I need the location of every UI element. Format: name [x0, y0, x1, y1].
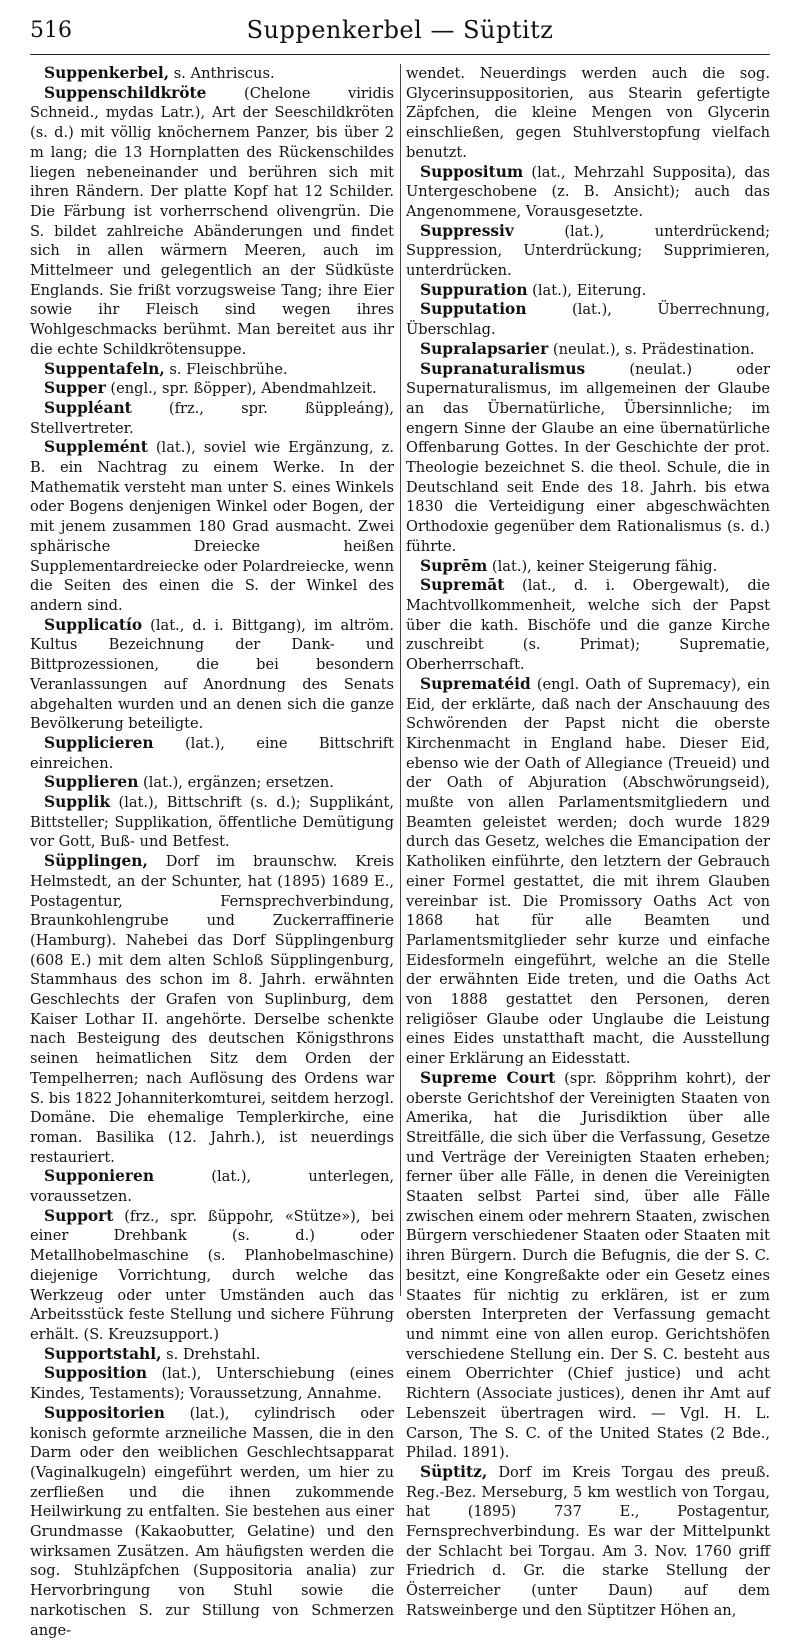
entry-headword: Supplieren	[44, 773, 139, 792]
entry-text: (lat.), soviel wie Ergänzung, z. B. ein Nachtrag zu einem Werke. In der Mathematik versteht man unter S. eines Winkels oder Bogens denjenigen Winkel oder Bogen, der mit jenem zusammen 180 Grad ausmacht. Zwei sphärische Dreiecke heißen Supplementardreiecke oder Polardreiecke, wenn die Seiten des einen die S. der Winkel des andern sind.	[30, 439, 394, 614]
dictionary-entry	[30, 438, 394, 615]
dictionary-entry	[30, 379, 394, 399]
entry-headword: Suppléant	[44, 398, 132, 417]
running-head: Suppenkerbel — Süptitz	[246, 16, 554, 44]
entry-headword: Supportstahl,	[44, 1344, 162, 1363]
entry-text: (frz., spr. ßüppohr, «Stütze»), bei einer Drehbank (s. d.) oder Metallhobelmaschine (s. Planhobelmaschine) diejenige Vorrichtung, durch welche das Werkzeug oder unter Umständen auch das Arbeitsstück feste Stellung und sichere Führung erhält. (S. Kreuzsupport.)	[30, 1207, 394, 1343]
entry-text: (lat., d. i. Obergewalt), die Machtvollkommenheit, welche sich der Papst über die kath. Bischöfe und die ganze Kirche zuschreibt (s. Primat); Suprematie, Oberherrschaft.	[406, 577, 770, 674]
dictionary-entry	[406, 557, 770, 577]
entry-text: (engl. Oath of Supremacy), ein Eid, der erklärte, daß nach der Anschauung des Schwörenden der Papst nicht die oberste Kirchenmacht in England habe. Dieser Eid, ebenso wie der Oath of Allegiance (Treueid) und der Oath of Abjuration (Abschwörungseid), mußte von allen Parlamentsmitgliedern und Beamten geleistet werden; doch wurde 1829 durch das Gesetz, welches die Emancipation der Katholiken einführte, den letztern der Gebrauch einer Formel gestattet, die mit ihrem Glauben vereinbar ist. Die Promissory Oaths Act von 1868 hat für alle Beamten und Parlamentsmitglieder sehr kurze und einfache Eidesformeln eingeführt, welche an die Stelle der erwähnten Eide treten, und die Oaths Act von 1888 gestattet den Personen, deren religiöser Glaube oder Unglaube die Leistung eines Eides unstatthaft macht, die Ausstellung einer Erklärung an Eidesstatt.	[406, 675, 770, 1068]
entry-headword: Suppressiv	[420, 221, 514, 240]
dictionary-entry	[406, 300, 770, 339]
entry-text: wendet. Neuerdings werden auch die sog. Glycerinsuppositorien, aus Stearin gefertigte Zäpfchen, die kleine Mengen von Glycerin einschließen, gegen Stuhlverstopfung vielfach benutzt.	[406, 65, 770, 161]
entry-text: (lat., Mehrzahl Supposita), das Untergeschobene (z. B. Ansicht); auch das Angenommene, Vorausgesetzte.	[406, 163, 770, 220]
dictionary-entry	[406, 675, 770, 1069]
dictionary-entry	[30, 1207, 394, 1345]
entry-headword: Suprēm	[420, 556, 488, 575]
entry-headword: Supranaturalismus	[420, 359, 586, 378]
entry-headword: Suppositum	[420, 162, 524, 181]
entry-text: (lat.), Eiterung.	[527, 281, 647, 299]
entry-text: (engl., spr. ßöpper), Abendmahlzeit.	[105, 380, 377, 398]
entry-text: (lat.), ergänzen; ersetzen.	[138, 774, 334, 792]
entry-headword: Süpplingen,	[44, 852, 148, 871]
entry-text: (lat.), unterdrückend; Suppression, Unterdrückung; Supprimieren, unterdrücken.	[406, 222, 770, 280]
dictionary-entry	[30, 616, 394, 734]
entry-text: Dorf im Kreis Torgau des preuß. Reg.-Bez. Merseburg, 5 km westlich von Torgau, hat (1895) 737 E., Postagentur, Fernsprechverbindung. Es war der Mittelpunkt der Schlacht bei Torgau. Am 3. Nov. 1760 griff Friedrich d. Gr. die starke Stellung der Österreicher (unter Daun) auf dem Ratsweinberge und den Süptitzer Höhen an,	[406, 1463, 770, 1619]
dictionary-entry	[30, 64, 394, 84]
left-column	[30, 64, 394, 1640]
entry-text: (lat.), Bittschrift (s. d.); Supplikánt, Bittsteller; Supplikation, öffentliche Demütigung vor Gott, Buß- und Betfest.	[30, 794, 394, 851]
dictionary-entry	[406, 1069, 770, 1463]
dictionary-entry	[406, 163, 770, 222]
text-columns	[30, 64, 770, 1639]
entry-headword: Supplemént	[44, 438, 148, 457]
dictionary-entry	[30, 360, 394, 380]
entry-headword: Supreme Court	[420, 1068, 556, 1087]
entry-text: s. Fleischbrühe.	[164, 360, 288, 378]
entry-headword: Support	[44, 1206, 114, 1225]
entry-headword: Supper	[44, 379, 106, 398]
entry-text: (lat.), Unterschiebung (eines Kindes, Testaments); Voraussetzung, Annahme.	[30, 1365, 394, 1403]
entry-headword: Suppentafeln,	[44, 359, 165, 378]
dictionary-entry	[30, 399, 394, 438]
right-column	[406, 64, 770, 1640]
entry-text: s. Drehstahl.	[161, 1345, 261, 1363]
entry-headword: Supralapsarier	[420, 339, 549, 358]
dictionary-entry	[30, 734, 394, 773]
dictionary-entry	[30, 84, 394, 360]
entry-text: (lat.), cylindrisch oder konisch geformte arzneiliche Massen, die in den Darm oder den weiblichen Geschlechtsapparat (Vaginalkugeln) eingeführt werden, um hier zu zerfließen und die ihnen zukommende Heilwirkung zu entfalten. Sie bestehen aus einer Grundmasse (Kakaobutter, Gelatine) und den wirksamen Zusätzen. Am häufigsten werden die sog. Stuhlzäpfchen (Suppositoria analia) zur Hervorbringung von Stuhl sowie die narkotischen S. zur Stillung von Schmerzen ange-	[30, 1404, 394, 1639]
dictionary-entry	[30, 1404, 394, 1640]
dictionary-entry	[406, 340, 770, 360]
page-number: 516	[30, 18, 72, 43]
entry-text: (spr. ßöpprihm kohrt), der oberste Gerichtshof der Vereinigten Staaten von Amerika, hat die Jurisdiktion über alle Streitfälle, die sich über die Verfassung, Gesetze und Verträge der Vereinigten Staaten erheben; ferner über alle Fälle, in denen die Vereinigten Staaten selbst Partei sind, über alle Fälle zwischen einem oder mehrern Staaten, zwischen Bürgern verschiedener Staaten oder Staaten mit ihren Bürgern. Durch die Befugnis, die der S. C. besitzt, eine Kongreßakte oder ein Gesetz eines Staates für nichtig zu erklären, ist er zum obersten Interpreten der Verfassung gemacht und nimmt eine von allen europ. Gerichtshöfen verschiedene Stellung ein. Der S. C. besteht aus einem Oberrichter (Chief justice) und acht Richtern (Associate justices), denen ihr Amt auf Lebenszeit übertragen wird. — Vgl. H. L. Carson, The S. C. of the United States (2 Bde., Philad. 1891).	[406, 1069, 770, 1462]
entry-text: (frz., spr. ßüppleáng), Stellvertreter.	[30, 399, 394, 437]
entry-headword: Supplicieren	[44, 733, 154, 752]
entry-headword: Suprematéid	[420, 674, 531, 693]
entry-headword: Suppenkerbel,	[44, 64, 170, 82]
entry-text: Dorf im braunschw. Kreis Helmstedt, an der Schunter, hat (1895) 1689 E., Postagentur, Fernsprechverbindung, Braunkohlengrube und Zuckerraffinerie (Hamburg). Nahebei das Dorf Süpplingenburg (608 E.) mit dem alten Schloß Süpplingenburg, Stammhaus des schon im 8. Jahrh. erwähnten Geschlechts der Grafen von Suplinburg, dem Kaiser Lothar II. angehörte. Derselbe schenkte nach Besteigung des deutschen Königsthrons seinen heimatlichen Sitz dem Orden der Tempelherren; nach Auflösung des Ordens war S. bis 1822 Johanniterkomturei, seitdem herzogl. Domäne. Die ehemalige Templerkirche, eine roman. Basilika (12. Jahrh.), ist neuerdings restauriert.	[30, 853, 394, 1166]
dictionary-entry	[406, 64, 770, 163]
entry-headword: Suppuration	[420, 280, 528, 299]
dictionary-entry	[30, 1364, 394, 1403]
entry-text: (lat., d. i. Bittgang), im altröm. Kultus Bezeichnung der Dank- und Bittprozessionen, die bei besondern Veranlassungen auf Anordnung des Senats abgehalten wurden und an denen sich die ganze Bevölkerung beteiligte.	[30, 616, 394, 733]
entry-text: (Chelone viridis Schneid., mydas Latr.), Art der Seeschildkröten (s. d.) mit völlig knöchernem Panzer, bis über 2 m lang; die 13 Hornplatten des Rückenschildes liegen nebeneinander und berühren sich mit ihren Rändern. Der platte Kopf hat 12 Schilder. Die Färbung ist vorherrschend olivengrün. Die S. bildet zahlreiche Abänderungen und findet sich in allen wärmern Meeren, auch im Mittelmeer und gelegentlich an der Südküste Englands. Sie frißt vorzugsweise Tang; ihre Eier sowie ihr Fleisch sind wegen ihres Wohlgeschmacks berühmt. Man bereitet aus ihr die echte Schildkrötensuppe.	[30, 84, 394, 358]
entry-headword: Süptitz,	[420, 1462, 488, 1481]
entry-headword: Suppositorien	[44, 1403, 165, 1422]
dictionary-entry	[30, 1167, 394, 1206]
entry-headword: Suppenschildkröte	[44, 83, 207, 102]
entry-headword: Supputation	[420, 300, 527, 319]
dictionary-entry	[30, 793, 394, 852]
dictionary-entry	[30, 852, 394, 1167]
dictionary-entry	[406, 360, 770, 557]
entry-text: (lat.), keiner Steigerung fähig.	[487, 557, 718, 575]
entry-text: (lat.), eine Bittschrift einreichen.	[30, 734, 394, 772]
entry-headword: Supremāt	[420, 576, 505, 595]
entry-text: (neulat.), s. Prädestination.	[548, 340, 755, 358]
entry-headword: Supposition	[44, 1364, 148, 1383]
entry-text: s. Anthriscus.	[169, 65, 275, 82]
dictionary-entry	[406, 281, 770, 301]
page-header	[30, 10, 770, 55]
entry-headword: Supponieren	[44, 1167, 155, 1186]
dictionary-entry	[30, 1345, 394, 1365]
dictionary-entry	[406, 1463, 770, 1621]
entry-text: (neulat.) oder Supernaturalismus, im allgemeinen der Glaube an das Übernatürliche, Übersinnliche; im engern Sinne der Glaube an eine übernatürliche Offenbarung Gottes. In der Geschichte der prot. Theologie bezeichnet S. die theol. Schule, die in Deutschland seit Ende des 18. Jahrh. bis etwa 1830 die Verteidigung einer abgeschwächten Orthodoxie gegenüber dem Rationalismus (s. d.) führte.	[406, 360, 770, 555]
entry-text: (lat.), Überrechnung, Überschlag.	[406, 301, 770, 339]
dictionary-entry	[406, 222, 770, 281]
entry-text: (lat.), unterlegen, voraussetzen.	[30, 1168, 394, 1206]
entry-headword: Supplik	[44, 793, 111, 812]
entry-headword: Supplicatío	[44, 615, 143, 634]
dictionary-entry	[406, 576, 770, 675]
dictionary-entry	[30, 773, 394, 793]
